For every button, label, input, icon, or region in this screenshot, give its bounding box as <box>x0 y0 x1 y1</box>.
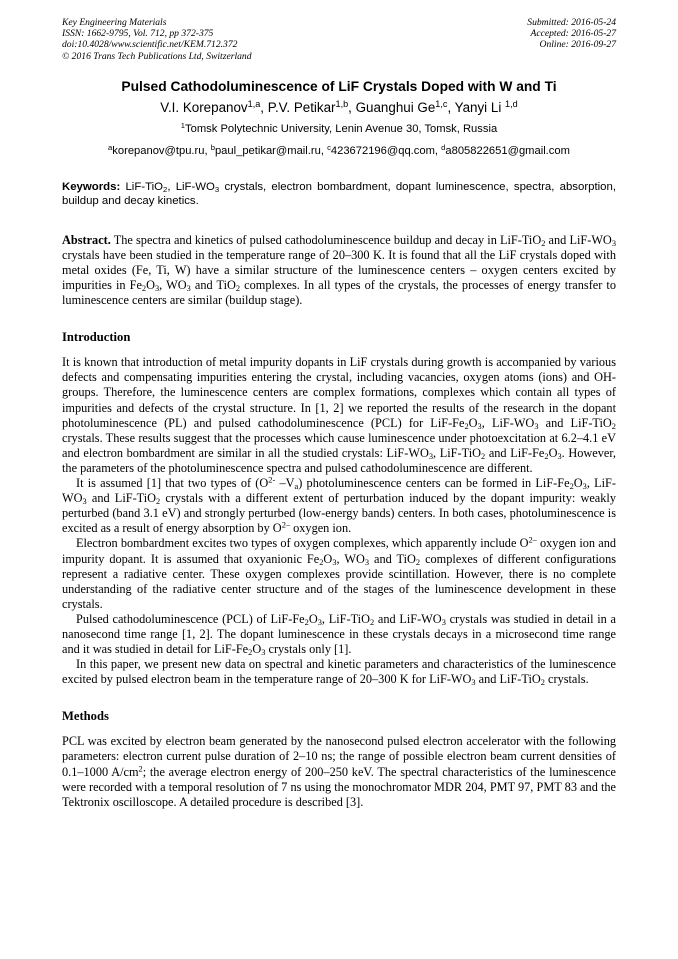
email-address: a805822651@gmail.com <box>445 144 570 157</box>
affiliation-mark: 1 <box>180 120 186 130</box>
superscript: 2 <box>138 763 143 773</box>
paragraph-text: O <box>308 611 318 626</box>
subscript: 2 <box>415 557 421 567</box>
intro-paragraph-2 <box>62 476 616 536</box>
author-name: Yanyi Li <box>454 99 502 115</box>
paragraph-text: , WO <box>336 551 365 566</box>
subscript: 2 <box>319 557 324 567</box>
header-left <box>62 17 252 62</box>
paragraph-text: crystals with a different extent of perturbation induced by the dopant impurity: weakly perturbed (band 3.1 eV) and strongly perturbed (low-energy bands) centers. In both cases, photoluminescence is excited as a result of energy absorption by O <box>62 491 616 536</box>
subscript: 3 <box>186 284 191 294</box>
paragraph-text: Electron bombardment excites two types of oxygen complexes, which apparently include O <box>76 536 529 551</box>
paragraph-text: crystals was studied in detail in a nanosecond time range [1, 2]. The dopant luminescence in these crystals decays in a microsecond time range and it was studied in detail for LiF-Fe <box>62 611 616 657</box>
superscript: 2- <box>268 475 276 485</box>
subscript: 2 <box>544 451 549 461</box>
author-list <box>62 99 616 117</box>
author-name: Guanghui Ge <box>355 99 436 115</box>
paragraph-text: crystals. <box>544 672 589 687</box>
paragraph-text: crystals. These results suggest that the processes which cause luminescence under photoexcitation at 6.2–4.1 eV and electron bombardment are similar in all the studied crystals: LiF-WO <box>62 430 616 460</box>
paragraph-text: It is assumed [1] that two types of (O <box>76 476 269 491</box>
paragraph-text: O <box>573 476 583 491</box>
subscript: 3 <box>82 497 87 507</box>
journal-name: Key Engineering Materials <box>62 17 167 28</box>
paragraph-text: and LiF-WO <box>374 611 442 626</box>
paragraph-text: It is known that introduction of metal impurity dopants in LiF crystals during growth is accompanied by various defects and compensating impurities entering the crystal, including vacancies, oxygen atoms (ions) and OH-groups. Therefore, the luminescence centers are complex formations, complexes which contain all types of impurities and defects of the crystal structure. In [1, 2] we reported the results of the research in the dopant photoluminescence (PL) and pulsed cathodoluminescence (PCL) for LiF-Fe <box>62 355 616 430</box>
subscript: 2 <box>141 284 147 294</box>
paragraph-text: , LiF-WO <box>62 476 616 506</box>
subscript: 3 <box>611 238 616 248</box>
journal-header <box>62 17 616 62</box>
submitted-date: Submitted: 2016-05-24 <box>527 17 616 28</box>
subscript: 3 <box>317 617 322 627</box>
subscript: 2 <box>481 451 486 461</box>
subscript: 2 <box>464 421 469 431</box>
intro-paragraph-5 <box>62 657 616 687</box>
affiliation-text: Tomsk Polytechnic University, Lenin Avenue 30, Tomsk, Russia <box>185 122 498 135</box>
affiliation <box>62 122 616 136</box>
email-mark: c <box>327 142 331 152</box>
email-address: paul_petikar@mail.ru, <box>214 144 324 157</box>
superscript: 2– <box>528 535 537 545</box>
paragraph-text: oxygen ion and impurity dopant. It is assumed that oxyanionic Fe <box>62 536 616 566</box>
paragraph-text: . However, the parameters of the photoluminescence spectra and pulsed cathodoluminescence are different. <box>62 445 616 475</box>
email-mark: a <box>108 142 113 152</box>
online-date: Online: 2016-09-27 <box>539 39 616 51</box>
subscript: 2 <box>156 497 161 507</box>
abstract-text: complexes. In all types of the crystals, the processes of energy transfer to luminescence centers are similar (buildup stage). <box>62 278 616 308</box>
subscript: 3 <box>364 557 370 567</box>
paragraph-text: and LiF-TiO <box>538 415 612 430</box>
subscript: 3 <box>441 617 446 627</box>
subscript: 3 <box>557 451 562 461</box>
subscript: 3 <box>154 284 160 294</box>
intro-paragraph-4 <box>62 612 616 657</box>
abstract <box>62 233 616 308</box>
email-list <box>62 144 616 158</box>
superscript: 2– <box>281 520 291 530</box>
keywords-text: crystals, electron bombardment, dopant luminescence, spectra, absorption, buildup and decay kinetics. <box>62 180 616 208</box>
subscript: 3 <box>332 557 337 567</box>
paragraph-text: , LiF-WO <box>481 415 535 430</box>
intro-paragraph-1 <box>62 355 616 476</box>
author-separator: , <box>260 99 268 115</box>
abstract-text: The spectra and kinetics of pulsed cathodoluminescence buildup and decay in LiF-TiO <box>110 232 542 247</box>
author-affil-mark: 1,b <box>335 98 349 109</box>
intro-paragraph-3 <box>62 536 616 611</box>
author-separator: , <box>348 99 356 115</box>
header-right <box>527 17 616 62</box>
author-affil-mark: 1,d <box>505 98 518 109</box>
subscript: 2 <box>304 617 309 627</box>
section-heading-methods: Methods <box>62 709 109 724</box>
paragraph-text: O <box>252 642 262 657</box>
subscript: 2 <box>248 648 253 658</box>
email-address: 423672196@qq.com, <box>330 144 439 157</box>
author-name: P.V. Petikar <box>267 99 336 115</box>
paragraph-text: –V <box>275 476 295 491</box>
author-affil-mark: 1,c <box>435 98 448 109</box>
subscript: 3 <box>582 482 587 492</box>
subscript: 3 <box>534 421 539 431</box>
keywords-label: Keywords: <box>62 180 121 193</box>
subscript: 3 <box>261 648 266 658</box>
paragraph-text: O <box>323 551 333 566</box>
subscript: 2 <box>235 284 241 294</box>
subscript: 3 <box>477 421 482 431</box>
abstract-text: and LiF-WO <box>545 232 612 247</box>
paragraph-text: O <box>468 415 478 430</box>
keywords <box>62 180 616 209</box>
author-affil-mark: 1,a <box>247 98 261 109</box>
paragraph-text: and LiF-TiO <box>86 491 157 506</box>
keywords-text: LiF-TiO <box>120 180 163 193</box>
paragraph-text: and LiF-Fe <box>485 445 545 460</box>
subscript: 2 <box>611 421 616 431</box>
abstract-text: , WO <box>159 278 187 293</box>
subscript: 2 <box>163 184 168 194</box>
abstract-text: and TiO <box>190 278 236 293</box>
paragraph-text: PCL was excited by electron beam generated by the nanosecond pulsed electron accelerator with the following parameters: electron current pulse duration of 2–10 ns; the range of possible electron beam current densities of 0.1–1000 A/cm <box>62 734 616 779</box>
subscript: 3 <box>214 184 220 194</box>
paragraph-text: , LiF-TiO <box>433 445 481 460</box>
paragraph-text: and TiO <box>369 551 416 566</box>
author-name: V.I. Korepanov <box>160 99 248 115</box>
email-mark: b <box>210 142 215 152</box>
subscript: a <box>294 482 299 492</box>
abstract-label: Abstract. <box>62 232 111 247</box>
paragraph-text: , LiF-TiO <box>321 611 370 626</box>
accepted-date: Accepted: 2016-05-27 <box>530 28 616 40</box>
subscript: 3 <box>471 678 476 688</box>
paragraph-text: Pulsed cathodoluminescence (PCL) of LiF-Fe <box>76 611 305 626</box>
keywords-text: , LiF-WO <box>167 180 215 193</box>
paragraph-text: and LiF-TiO <box>475 672 541 687</box>
copyright-line: © 2016 Trans Tech Publications Ltd, Switzerland <box>62 50 252 62</box>
methods-paragraph <box>62 734 616 809</box>
abstract-text: O <box>146 278 155 293</box>
subscript: 2 <box>369 617 375 627</box>
paragraph-text: In this paper, we present new data on spectral and kinetic parameters and characteristics of the luminescence excited by pulsed electron beam in the temperature range of 20–300 K for LiF-WO <box>62 657 616 687</box>
paragraph-text: crystals only [1]. <box>265 642 352 657</box>
paragraph-text: oxygen ion. <box>290 521 352 536</box>
paragraph-text: ) photoluminescence centers can be formed in LiF-Fe <box>298 476 570 491</box>
subscript: 2 <box>540 678 545 688</box>
section-heading-introduction: Introduction <box>62 330 131 345</box>
subscript: 3 <box>428 451 434 461</box>
paragraph-text: ; the average electron energy of 200–250 keV. The spectral characteristics of the luminescence were recorded with a temporal resolution of 7 ns using the monochromator MDR 204, PMT 97, PMT 83 and the Tektronix oscilloscope. A detailed procedure is described [3]. <box>62 764 616 809</box>
paragraph-text: complexes of different configurations represent a radiative center. These oxygen complexes provide scintillation. However, there is no complete understanding of the radiative center structure and of the stages of the luminescence development in these crystals. <box>62 551 616 611</box>
email-address: korepanov@tpu.ru, <box>112 144 208 157</box>
doi-line: doi:10.4028/www.scientific.net/KEM.712.372 <box>62 39 238 51</box>
paragraph-text: O <box>548 445 558 460</box>
paper-title: Pulsed Cathodoluminescence of LiF Crystals Doped with W and Ti <box>121 78 557 94</box>
issn-line: ISSN: 1662-9795, Vol. 712, pp 372-375 <box>62 28 214 40</box>
subscript: 2 <box>541 238 546 248</box>
subscript: 2 <box>569 482 574 492</box>
author-separator: , <box>447 99 455 115</box>
email-mark: d <box>441 142 446 152</box>
abstract-text: crystals have been studied in the temperature range of 20–300 K. It is found that all the LiF crystals doped with metal oxides (Fe, Ti, W) have a similar structure of the luminescence centers – oxygen centers excited by impurities in Fe <box>62 247 616 293</box>
